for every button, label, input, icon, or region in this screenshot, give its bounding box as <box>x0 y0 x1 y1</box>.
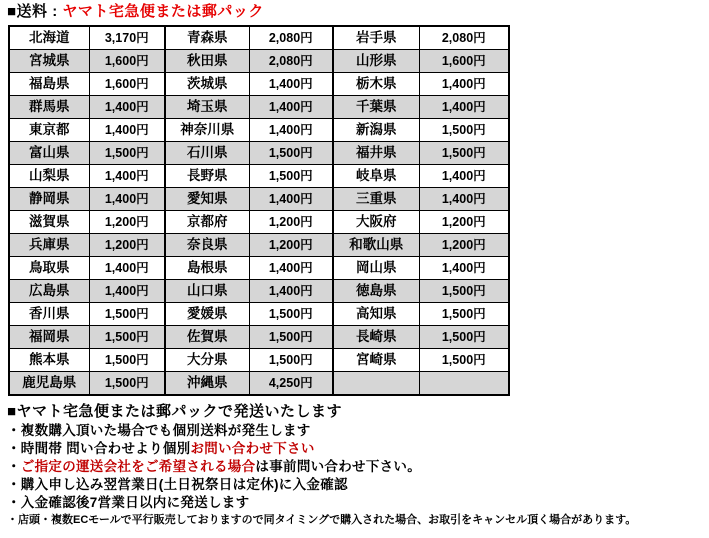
price-cell: 1,200円 <box>89 234 165 257</box>
note-text: ・店頭・複数ECモールで平行販売しておりますので同タイミングで購入された場合、お取引をキャンセル頂く場合があります。 <box>7 514 637 526</box>
table-row <box>9 280 509 303</box>
prefecture-cell: 石川県 <box>165 142 249 165</box>
prefecture-cell <box>333 372 419 396</box>
notes-lines <box>7 422 636 529</box>
note-line <box>7 422 636 440</box>
table-row <box>9 142 509 165</box>
prefecture-cell: 愛媛県 <box>165 303 249 326</box>
prefecture-cell: 佐賀県 <box>165 326 249 349</box>
price-cell: 1,500円 <box>249 142 333 165</box>
price-cell: 1,400円 <box>89 280 165 303</box>
table-row <box>9 26 509 50</box>
prefecture-cell: 熊本県 <box>9 349 89 372</box>
price-cell: 1,500円 <box>419 326 509 349</box>
price-cell: 1,500円 <box>249 326 333 349</box>
prefecture-cell: 高知県 <box>333 303 419 326</box>
note-text: ・ <box>7 459 21 474</box>
prefecture-cell: 三重県 <box>333 188 419 211</box>
prefecture-cell: 福岡県 <box>9 326 89 349</box>
prefecture-cell: 富山県 <box>9 142 89 165</box>
prefecture-cell: 大分県 <box>165 349 249 372</box>
notes-heading: ■ヤマト宅急便または郵パックで発送いたします <box>7 403 343 420</box>
prefecture-cell: 鳥取県 <box>9 257 89 280</box>
prefecture-cell: 徳島県 <box>333 280 419 303</box>
price-cell: 3,170円 <box>89 26 165 50</box>
price-cell: 1,500円 <box>249 303 333 326</box>
note-line <box>7 458 636 476</box>
table-row <box>9 234 509 257</box>
prefecture-cell: 岡山県 <box>333 257 419 280</box>
price-cell: 1,200円 <box>249 234 333 257</box>
note-line <box>7 512 636 529</box>
prefecture-cell: 宮崎県 <box>333 349 419 372</box>
prefecture-cell: 新潟県 <box>333 119 419 142</box>
price-cell: 1,500円 <box>249 349 333 372</box>
prefecture-cell: 長野県 <box>165 165 249 188</box>
price-cell: 1,400円 <box>89 165 165 188</box>
note-text-red: ご指定の運送会社をご希望される場合 <box>20 459 256 474</box>
prefecture-cell: 奈良県 <box>165 234 249 257</box>
price-cell: 1,400円 <box>419 96 509 119</box>
table-row <box>9 257 509 280</box>
prefecture-cell: 広島県 <box>9 280 89 303</box>
prefecture-cell: 滋賀県 <box>9 211 89 234</box>
price-cell: 1,600円 <box>419 50 509 73</box>
table-row <box>9 73 509 96</box>
prefecture-cell: 長崎県 <box>333 326 419 349</box>
prefecture-cell: 青森県 <box>165 26 249 50</box>
prefecture-cell: 福島県 <box>9 73 89 96</box>
prefecture-cell: 宮城県 <box>9 50 89 73</box>
table-row <box>9 349 509 372</box>
prefecture-cell: 香川県 <box>9 303 89 326</box>
table-row <box>9 50 509 73</box>
table-row <box>9 303 509 326</box>
price-cell: 1,400円 <box>89 257 165 280</box>
price-cell: 1,200円 <box>419 211 509 234</box>
price-cell <box>419 372 509 396</box>
price-cell: 1,400円 <box>419 73 509 96</box>
note-text: ・時間帯 問い合わせより個別 <box>7 441 191 456</box>
note-line <box>7 494 636 512</box>
price-cell: 1,500円 <box>419 280 509 303</box>
price-cell: 4,250円 <box>249 372 333 396</box>
prefecture-cell: 山形県 <box>333 50 419 73</box>
price-cell: 1,400円 <box>419 188 509 211</box>
prefecture-cell: 神奈川県 <box>165 119 249 142</box>
price-cell: 2,080円 <box>419 26 509 50</box>
price-cell: 1,400円 <box>249 119 333 142</box>
price-cell: 1,400円 <box>419 257 509 280</box>
price-cell: 1,400円 <box>89 188 165 211</box>
prefecture-cell: 静岡県 <box>9 188 89 211</box>
price-cell: 1,600円 <box>89 50 165 73</box>
prefecture-cell: 愛知県 <box>165 188 249 211</box>
price-cell: 1,200円 <box>419 234 509 257</box>
price-cell: 1,400円 <box>89 96 165 119</box>
prefecture-cell: 山口県 <box>165 280 249 303</box>
prefecture-cell: 島根県 <box>165 257 249 280</box>
page-title <box>7 2 264 22</box>
table-row <box>9 188 509 211</box>
prefecture-cell: 北海道 <box>9 26 89 50</box>
notes-section <box>7 401 636 529</box>
price-cell: 1,400円 <box>249 73 333 96</box>
table-row <box>9 211 509 234</box>
price-cell: 1,500円 <box>249 165 333 188</box>
price-cell: 1,400円 <box>249 257 333 280</box>
note-line <box>7 440 636 458</box>
price-cell: 1,500円 <box>89 142 165 165</box>
note-text: ・入金確認後7営業日以内に発送します <box>7 495 250 510</box>
prefecture-cell: 埼玉県 <box>165 96 249 119</box>
price-cell: 2,080円 <box>249 50 333 73</box>
prefecture-cell: 鹿児島県 <box>9 372 89 396</box>
prefecture-cell: 山梨県 <box>9 165 89 188</box>
note-text: ・複数購入頂いた場合でも個別送料が発生します <box>7 423 311 438</box>
prefecture-cell: 沖縄県 <box>165 372 249 396</box>
table-row <box>9 96 509 119</box>
table-row <box>9 165 509 188</box>
price-cell: 1,400円 <box>89 119 165 142</box>
prefecture-cell: 栃木県 <box>333 73 419 96</box>
price-cell: 1,500円 <box>419 142 509 165</box>
price-cell: 1,500円 <box>89 303 165 326</box>
price-cell: 1,500円 <box>419 349 509 372</box>
note-line <box>7 476 636 494</box>
price-cell: 1,400円 <box>249 280 333 303</box>
price-cell: 1,500円 <box>89 326 165 349</box>
prefecture-cell: 東京都 <box>9 119 89 142</box>
price-cell: 1,200円 <box>249 211 333 234</box>
prefecture-cell: 千葉県 <box>333 96 419 119</box>
shipping-label: ■送料 : <box>7 3 63 20</box>
prefecture-cell: 秋田県 <box>165 50 249 73</box>
prefecture-cell: 福井県 <box>333 142 419 165</box>
prefecture-cell: 大阪府 <box>333 211 419 234</box>
table-row <box>9 372 509 396</box>
prefecture-cell: 茨城県 <box>165 73 249 96</box>
price-cell: 1,200円 <box>89 211 165 234</box>
note-text: ・購入申し込み翌営業日(土日祝祭日は定休)に入金確認 <box>7 477 348 492</box>
price-cell: 1,400円 <box>419 165 509 188</box>
carrier-label: ヤマト宅急便または郵パック <box>62 3 264 20</box>
price-cell: 1,600円 <box>89 73 165 96</box>
note-text: は事前問い合わせ下さい。 <box>255 459 422 474</box>
table-row <box>9 326 509 349</box>
table-row <box>9 119 509 142</box>
note-text-red: お問い合わせ下さい <box>190 441 315 456</box>
prefecture-cell: 和歌山県 <box>333 234 419 257</box>
price-cell: 1,400円 <box>249 96 333 119</box>
price-cell: 1,500円 <box>419 303 509 326</box>
price-cell: 1,500円 <box>89 349 165 372</box>
prefecture-cell: 岩手県 <box>333 26 419 50</box>
prefecture-cell: 岐阜県 <box>333 165 419 188</box>
prefecture-cell: 京都府 <box>165 211 249 234</box>
prefecture-cell: 兵庫県 <box>9 234 89 257</box>
shipping-fee-table <box>8 25 510 396</box>
price-cell: 1,500円 <box>89 372 165 396</box>
price-cell: 1,400円 <box>249 188 333 211</box>
price-cell: 2,080円 <box>249 26 333 50</box>
price-cell: 1,500円 <box>419 119 509 142</box>
prefecture-cell: 群馬県 <box>9 96 89 119</box>
